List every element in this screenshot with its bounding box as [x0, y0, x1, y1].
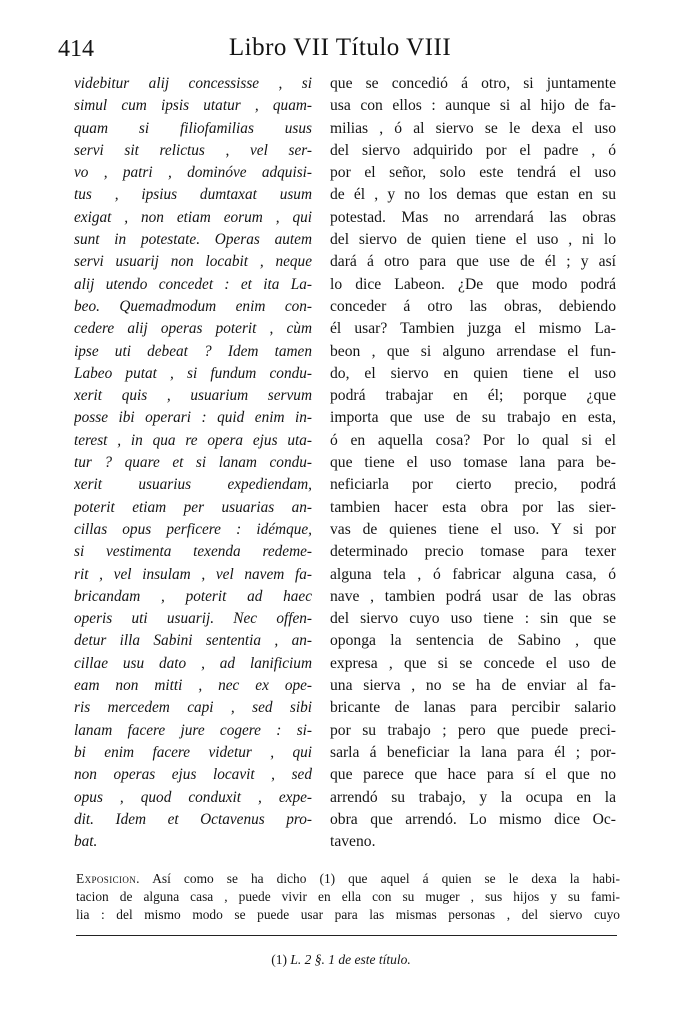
spanish-line: por el señor, solo este tendrá el uso: [330, 164, 616, 182]
latin-line: videbitur alij concessisse , si: [74, 75, 312, 92]
latin-line: rit , vel insulam , vel navem fa-: [74, 565, 312, 583]
spanish-translation-column: [330, 73, 616, 853]
latin-line: poterit etiam per usuarias an-: [74, 498, 312, 516]
commentary-line: lia : del mismo modo se puede usar para las mismas personas , del siervo cuyo: [76, 907, 620, 923]
latin-line: xerit quis , usuarium servum: [74, 387, 312, 405]
spanish-line: del siervo adquirido por el padre , ó: [330, 141, 616, 159]
spanish-line: que se concedió á otro, si juntamente: [330, 75, 616, 92]
latin-line: detur illa Sabini sententia , an-: [74, 632, 312, 650]
latin-line: simul cum ipsis utatur , quam-: [74, 97, 312, 115]
latin-line: servi sit relictus , vel ser-: [74, 141, 312, 159]
footnote-marker: (1): [271, 952, 287, 967]
commentary-line: Así como se ha dicho (1) que aquel á quien se le dexa la habi-: [139, 871, 620, 886]
spanish-line: sarla á beneficiar la lana para él ; por-: [330, 743, 616, 761]
page-title: Libro VII Título VIII: [228, 34, 452, 61]
spanish-line: oponga la sentencia de Sabino , que: [330, 632, 616, 650]
spanish-line: que parece que hace para sí el que no: [330, 766, 616, 784]
running-header: [58, 34, 622, 68]
page-number: 414: [58, 36, 94, 62]
spanish-line: expresa , que si se concede el uso de: [330, 654, 616, 672]
latin-line: lanam facere jure cogere : si-: [74, 721, 312, 739]
latin-line: cillas opus perficere : idémque,: [74, 520, 312, 538]
spanish-line: conceder á otro las obras, debiendo: [330, 297, 616, 315]
spanish-line: beon , que si alguno arrendase el fun-: [330, 342, 616, 360]
spanish-line: potestad. Mas no arrendará las obras: [330, 208, 616, 226]
latin-line: bi enim facere videtur , qui: [74, 743, 312, 761]
spanish-line: que tiene el uso tomase lana para be-: [330, 454, 616, 472]
spanish-line: lo dice Labeon. ¿De que modo podrá: [330, 275, 616, 293]
spanish-line: ó en aquella cosa? Por lo qual si el: [330, 431, 616, 449]
latin-line: alij utendo concedet : et ita La-: [74, 275, 312, 293]
latin-line: cedere alij operas poterit , cùm: [74, 320, 312, 338]
spanish-line: usa con ellos : aunque si al hijo de fa-: [330, 97, 616, 115]
spanish-line: él usar? Tambien juzga el mismo La-: [330, 320, 616, 338]
latin-line: operis uti usuarij. Nec offen-: [74, 610, 312, 628]
spanish-line: una sierva , no se ha de enviar al fa-: [330, 677, 616, 695]
latin-line: bricandam , poterit ad haec: [74, 587, 312, 605]
spanish-line: de él , y no los demas que estan en su: [330, 186, 616, 204]
latin-line: vo , patri , dominóve adquisi-: [74, 164, 312, 182]
spanish-line: bricante de lanas para percibir salario: [330, 699, 616, 717]
latin-line: eam non mitti , nec ex ope-: [74, 677, 312, 695]
latin-line: bat.: [74, 833, 98, 851]
latin-line: posse ibi operari : quid enim in-: [74, 409, 312, 427]
spanish-line: obra que arrendó. Lo mismo dice Oc-: [330, 810, 616, 828]
commentary-line: tacion de alguna casa , puede vivir en ella con su muger , sus hijos y su fami-: [76, 889, 620, 905]
latin-line: si vestimenta texenda redeme-: [74, 543, 312, 561]
footnote-divider: [76, 935, 617, 936]
spanish-line: vas de quienes tiene el uso. Y si por: [330, 520, 616, 538]
spanish-line: del siervo de quien tiene el uso , ni lo: [330, 231, 616, 249]
latin-line: exigat , non etiam eorum , qui: [74, 208, 312, 226]
spanish-line: alguna tela , ó fabricar alguna casa, ó: [330, 565, 616, 583]
spanish-line: neficiarla por cierto precio, podrá: [330, 476, 616, 494]
spanish-line: tambien hacer esta obra por las sier-: [330, 498, 616, 516]
latin-line: servi usuarij non locabit , neque: [74, 253, 312, 271]
footnote: [0, 952, 682, 968]
spanish-line: del siervo cuyo uso tiene : sin que se: [330, 610, 616, 628]
latin-line: sunt in potestate. Operas autem: [74, 231, 312, 249]
spanish-line: dará á otro para que use de él ; y así: [330, 253, 616, 271]
commentary-paragraph: [76, 870, 620, 925]
spanish-line: determinado precio tomase para texer: [330, 543, 616, 561]
latin-line: quam si filiofamilias usus: [74, 119, 312, 137]
latin-line: terest , in qua re opera ejus uta-: [74, 431, 312, 449]
spanish-line: arrendó su trabajo, y la ocupa en la: [330, 788, 616, 806]
spanish-line: do, el siervo en quien tiene el uso: [330, 364, 616, 382]
latin-text-column: [74, 73, 312, 853]
latin-line: dit. Idem et Octavenus pro-: [74, 810, 312, 828]
spanish-line: milias , ó al siervo se le dexa el uso: [330, 119, 616, 137]
spanish-line: taveno.: [330, 833, 376, 851]
latin-line: non operas ejus locavit , sed: [74, 766, 312, 784]
spanish-line: podrá trabajar en él; porque ¿que: [330, 387, 616, 405]
spanish-line: por su trabajo ; pero que puede preci-: [330, 721, 616, 739]
latin-line: beo. Quemadmodum enim con-: [74, 297, 312, 315]
latin-line: ris mercedem capi , sed sibi: [74, 699, 312, 717]
latin-line: ipse uti debeat ? Idem tamen: [74, 342, 312, 360]
latin-line: tur ? quare et si lanam condu-: [74, 454, 312, 472]
spanish-line: nave , tambien podrá usar de las obras: [330, 587, 616, 605]
spanish-line: importa que use de su trabajo en esta,: [330, 409, 616, 427]
commentary-label: Exposicion.: [76, 871, 140, 886]
latin-line: opus , quod conduxit , expe-: [74, 788, 312, 806]
latin-line: xerit usuarius expediendam,: [74, 476, 312, 494]
latin-line: Labeo putat , si fundum condu-: [74, 364, 312, 382]
footnote-reference: L. 2 §. 1 de este título.: [287, 952, 411, 967]
latin-line: tus , ipsius dumtaxat usum: [74, 186, 312, 204]
latin-line: cillae usu dato , ad lanificium: [74, 654, 312, 672]
